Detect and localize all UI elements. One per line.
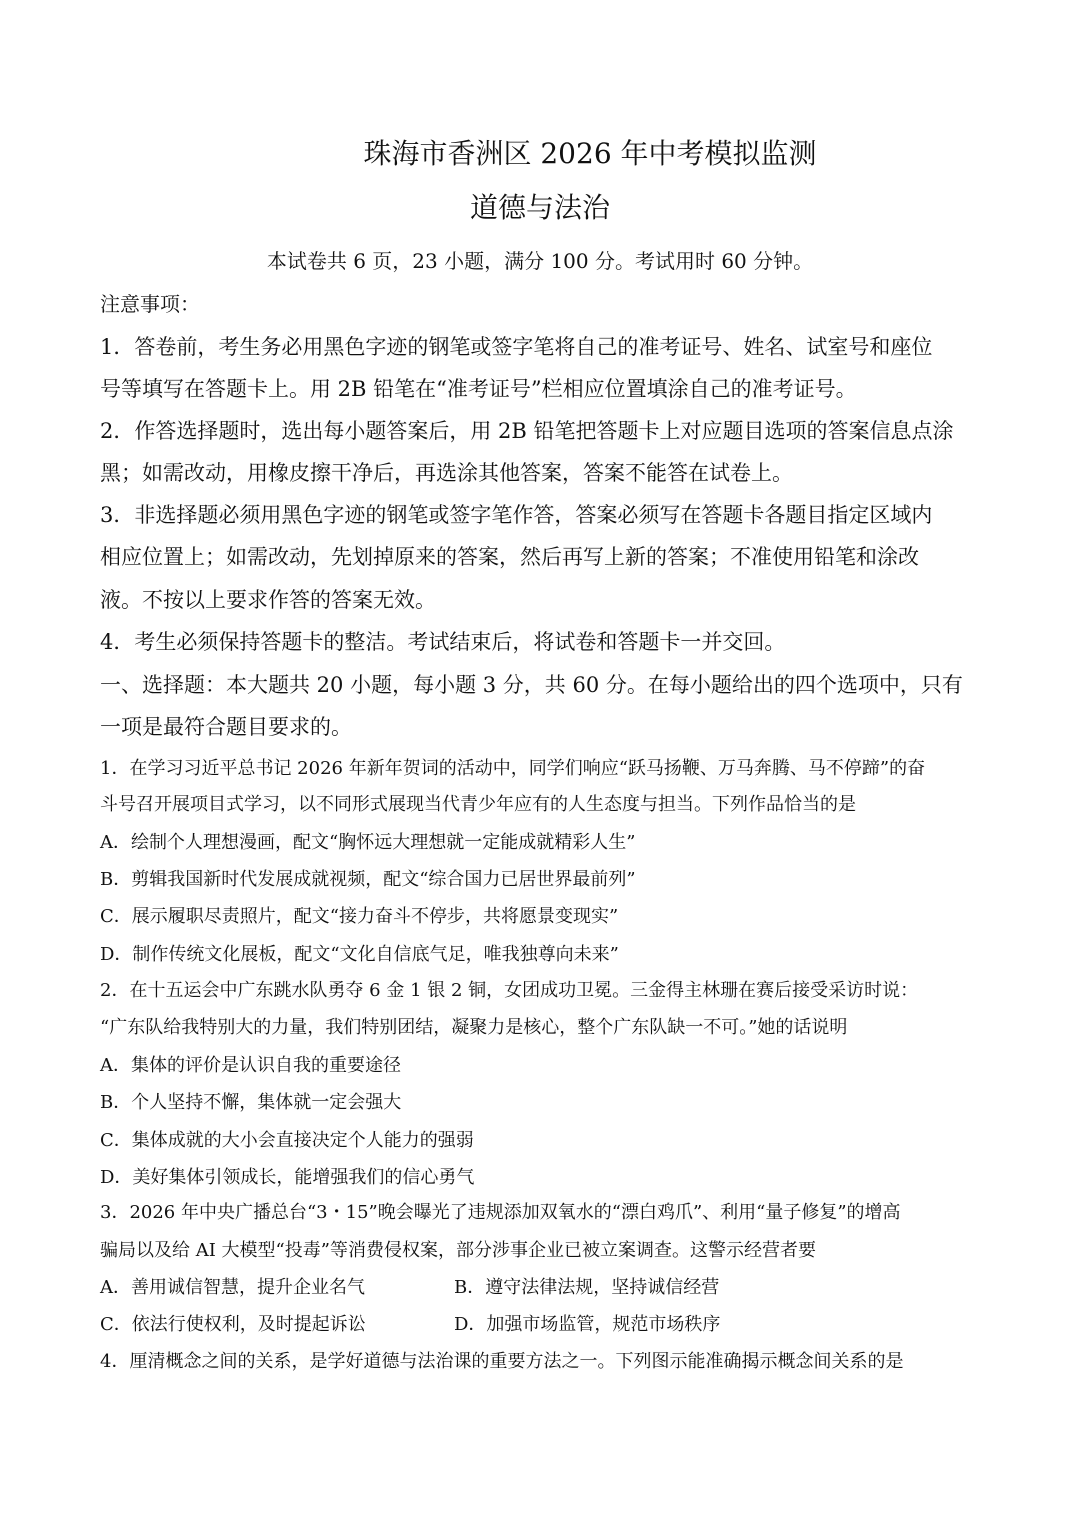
question-2-stem: 2．在十五运会中广东跳水队勇夺 6 金 1 银 2 铜，女团成功卫冕。三金得主林珊在赛后接受采访时说：: [100, 980, 919, 1001]
subject-title: 道德与法治: [469, 191, 610, 224]
exam-title: 珠海市香洲区 2026 年中考模拟监测: [363, 137, 817, 170]
question-4-stem: 4．厘清概念之间的关系，是学好道德与法治课的重要方法之一。下列图示能准确揭示概念间关系的是: [100, 1351, 904, 1372]
exam-info: 本试卷共 6 页，23 小题，满分 100 分。考试用时 60 分钟。: [266, 249, 814, 273]
notice-line: 2．作答选择题时，选出每小题答案后，用 2B 铅笔把答题卡上对应题目选项的答案信息点涂: [100, 419, 954, 443]
question-2-option-a: A．集体的评价是认识自我的重要途径: [100, 1055, 401, 1076]
section-heading: 一、选择题：本大题共 20 小题，每小题 3 分，共 60 分。在每小题给出的四个选项中，只有: [100, 673, 963, 697]
notice-line: 3．非选择题必须用黑色字迹的钢笔或签字笔作答，答案必须写在答题卡各题目指定区域内: [100, 503, 933, 527]
question-2-option-c: C．集体成就的大小会直接决定个人能力的强弱: [100, 1130, 474, 1151]
question-2-option-d: D．美好集体引领成长，能增强我们的信心勇气: [100, 1167, 475, 1188]
question-3-option-a: A．善用诚信智慧，提升企业名气: [100, 1277, 365, 1298]
question-1-stem: 斗号召开展项目式学习，以不同形式展现当代青少年应有的人生态度与担当。下列作品恰当的是: [100, 794, 856, 815]
notice-line: 4．考生必须保持答题卡的整洁。考试结束后，将试卷和答题卡一并交回。: [100, 630, 786, 654]
question-2-stem: “广东队给我特别大的力量，我们特别团结，凝聚力是核心，整个广东队缺一不可。”她的话说明: [100, 1017, 848, 1038]
notice-line: 液。不按以上要求作答的答案无效。: [100, 588, 436, 612]
notice-heading: 注意事项：: [100, 292, 200, 316]
question-3-option-b: B．遵守法律法规，坚持诚信经营: [454, 1277, 720, 1298]
question-3-option-d: D．加强市场监管，规范市场秩序: [454, 1314, 721, 1335]
notice-line: 相应位置上；如需改动，先划掉原来的答案，然后再写上新的答案；不准使用铅笔和涂改: [100, 545, 919, 569]
section-heading: 一项是最符合题目要求的。: [100, 715, 352, 739]
question-1-stem: 1．在学习习近平总书记 2026 年新年贺词的活动中，同学们响应“跃马扬鞭、万马奔腾、马不停蹄”的奋: [100, 758, 926, 779]
notice-line: 号等填写在答题卡上。用 2B 铅笔在“准考证号”栏相应位置填涂自己的准考证号。: [100, 377, 857, 401]
question-3-stem: 3．2026 年中央广播总台“3・15”晚会曝光了违规添加双氧水的“漂白鸡爪”、利用“量子修复”的增高: [100, 1202, 901, 1223]
question-1-option-b: B．剪辑我国新时代发展成就视频，配文“综合国力已居世界最前列”: [100, 869, 636, 890]
question-1-option-a: A．绘制个人理想漫画，配文“胸怀远大理想就一定能成就精彩人生”: [100, 832, 636, 853]
notice-line: 1．答卷前，考生务必用黑色字迹的钢笔或签字笔将自己的准考证号、姓名、试室号和座位: [100, 335, 933, 359]
question-1-option-d: D．制作传统文化展板，配文“文化自信底气足，唯我独尊向未来”: [100, 944, 619, 965]
question-1-option-c: C．展示履职尽责照片，配文“接力奋斗不停步，共将愿景变现实”: [100, 906, 619, 927]
question-3-option-c: C．依法行使权利，及时提起诉讼: [100, 1314, 366, 1335]
question-2-option-b: B．个人坚持不懈，集体就一定会强大: [100, 1092, 402, 1113]
notice-line: 黑；如需改动，用橡皮擦干净后，再选涂其他答案，答案不能答在试卷上。: [100, 461, 793, 485]
question-3-stem: 骗局以及给 AI 大模型“投毒”等消费侵权案，部分涉事企业已被立案调查。这警示经营者要: [100, 1240, 816, 1261]
